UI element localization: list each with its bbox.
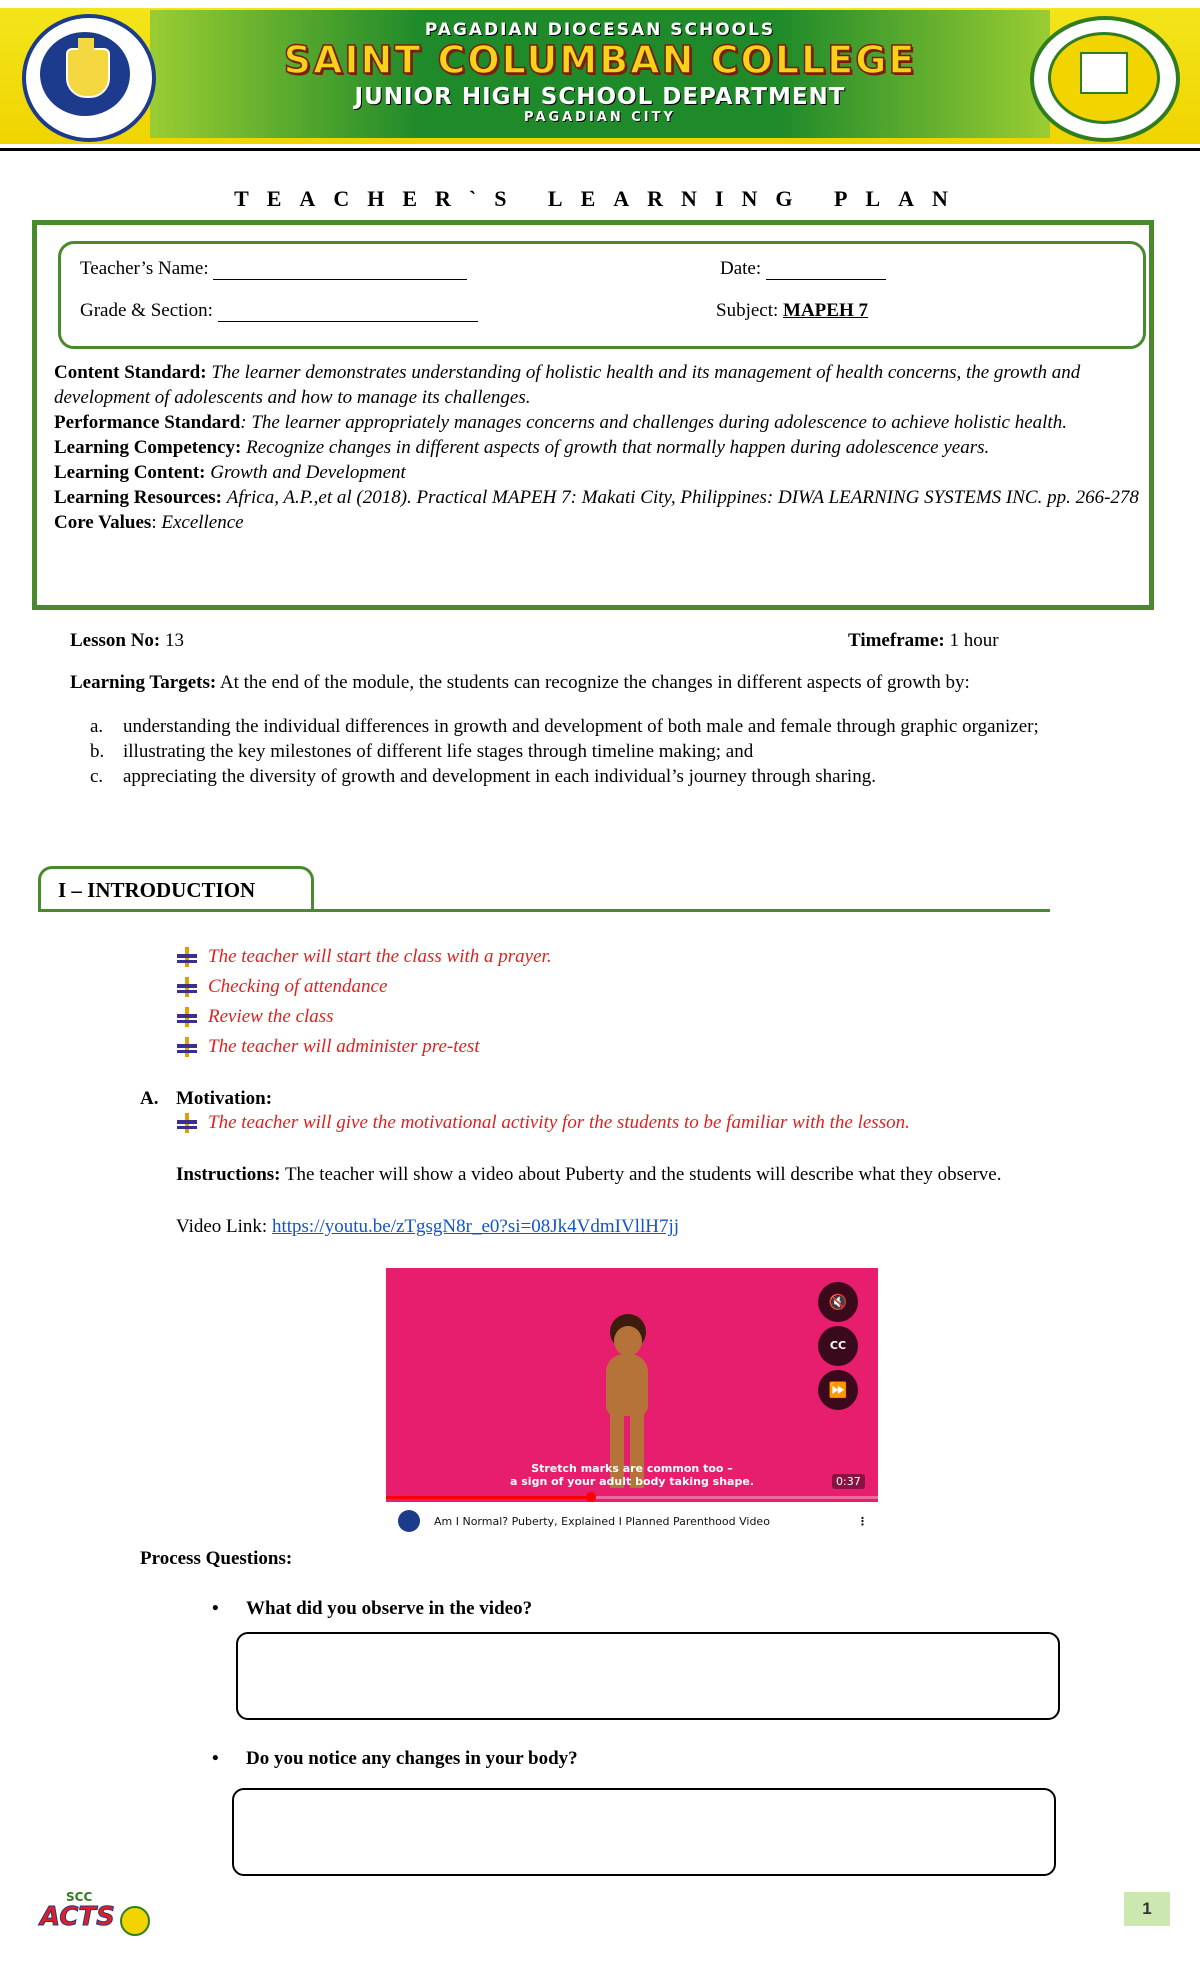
core-values-label: Core Values xyxy=(54,512,152,533)
list-item-text: The teacher will start the class with a prayer. xyxy=(208,946,552,967)
instructions-text: The teacher will show a video about Puberty and the students will describe what they observe. xyxy=(284,1164,1002,1185)
video-caption-line-2: a sign of your adult body taking shape. xyxy=(510,1475,754,1488)
motivation-item-text: The teacher will give the motivational activity for the students to be familiar with the lesson. xyxy=(208,1112,910,1133)
learning-targets-text: At the end of the module, the students can recognize the changes in different aspects of growth by: xyxy=(219,672,970,693)
page-number: 1 xyxy=(1124,1892,1170,1926)
lesson-no-label: Lesson No: xyxy=(70,630,161,651)
video-scrubber[interactable] xyxy=(586,1492,596,1502)
timeframe xyxy=(848,630,999,652)
list-item-text: illustrating the key milestones of different life stages through timeline making; and xyxy=(123,741,754,762)
content-standard-text: The learner demonstrates understanding of holistic health and its management of health concerns, the growth and development of adolescents and how to manage its challenges. xyxy=(54,362,1081,408)
video-link xyxy=(176,1216,679,1238)
video-caption xyxy=(386,1462,878,1488)
date-blank[interactable] xyxy=(766,259,886,280)
answer-box-1[interactable] xyxy=(236,1632,1060,1720)
question-1-text: What did you observe in the video? xyxy=(246,1598,533,1619)
list-item xyxy=(90,764,1100,789)
question-2-text: Do you notice any changes in your body? xyxy=(246,1748,578,1769)
cross-bullet-icon xyxy=(176,1006,198,1028)
logo-text: ACTS xyxy=(40,1902,115,1932)
learning-content xyxy=(54,460,1144,485)
header-line-2: SAINT COLUMBAN COLLEGE xyxy=(283,38,917,82)
performance-standard-text: : The learner appropriately manages concerns and challenges during adolescence to achieve holistic health. xyxy=(240,412,1067,433)
content-standard-label: Content Standard: xyxy=(54,362,207,383)
cross-bullet-icon xyxy=(176,1112,198,1134)
learning-targets-list xyxy=(90,714,1100,789)
list-item xyxy=(176,942,552,972)
logo-seal xyxy=(120,1906,150,1936)
list-item-text: The teacher will administer pre-test xyxy=(208,1036,480,1057)
video-timestamp: 0:37 xyxy=(832,1474,865,1489)
learning-competency xyxy=(54,435,1144,460)
fast-forward-icon[interactable]: ⏩ xyxy=(818,1370,858,1410)
lesson-no xyxy=(70,630,184,652)
list-item xyxy=(90,739,1100,764)
motivation-heading xyxy=(140,1088,272,1110)
subject-value: MAPEH 7 xyxy=(783,300,868,321)
learning-resources-text: Africa, A.P.,et al (2018). Practical MAPEH 7: Makati City, Philippines: DIWA LEARNING SYSTEMS INC. pp. 266-278 xyxy=(226,487,1139,508)
learning-competency-label: Learning Competency: xyxy=(54,437,242,458)
teacher-name-blank[interactable] xyxy=(213,259,467,280)
instructions-label: Instructions: xyxy=(176,1164,281,1185)
content-standard xyxy=(54,360,1144,410)
video-title-bar xyxy=(398,1510,868,1532)
teacher-name-field xyxy=(80,258,467,280)
process-questions-heading: Process Questions: xyxy=(140,1548,293,1569)
core-values: Core Values: Excellence xyxy=(54,512,244,533)
question-2 xyxy=(212,1748,578,1770)
more-options-icon[interactable]: ⋮ xyxy=(857,1514,868,1528)
figure-head xyxy=(614,1326,642,1356)
list-item-text: appreciating the diversity of growth and development in each individual’s journey through sharing. xyxy=(123,766,876,787)
list-item xyxy=(176,1032,552,1062)
page-title: TEACHER`S LEARNING PLAN xyxy=(234,186,966,211)
cross-bullet-icon xyxy=(176,946,198,968)
standards-block xyxy=(54,360,1144,535)
performance-standard-label: Performance Standard xyxy=(54,412,241,433)
learning-content-label: Learning Content: xyxy=(54,462,206,483)
list-item xyxy=(176,1002,552,1032)
learning-targets-label: Learning Targets: xyxy=(70,672,217,693)
video-link-url[interactable]: https://youtu.be/zTgsgN8r_e0?si=08Jk4VdmIVllH7jj xyxy=(271,1216,680,1237)
video-thumbnail[interactable] xyxy=(386,1268,878,1502)
introduction-rule xyxy=(38,909,1050,912)
video-progress-track[interactable] xyxy=(386,1496,878,1499)
captions-icon[interactable]: CC xyxy=(818,1326,858,1366)
grade-section-field xyxy=(80,300,478,322)
header-line-3: JUNIOR HIGH SCHOOL DEPARTMENT xyxy=(354,84,846,110)
motivation-label: Motivation: xyxy=(176,1088,273,1109)
list-item-letter: b. xyxy=(90,741,105,762)
video-link-label: Video Link: xyxy=(176,1216,268,1237)
date-label: Date: xyxy=(720,258,762,279)
timeframe-label: Timeframe: xyxy=(848,630,945,651)
list-item-letter: c. xyxy=(90,766,104,787)
question-1 xyxy=(212,1598,532,1620)
performance-standard xyxy=(54,410,1144,435)
intro-activities-list xyxy=(176,942,552,1062)
video-caption-line-1: Stretch marks are common too – xyxy=(531,1462,733,1475)
grade-section-label: Grade & Section: xyxy=(80,300,213,321)
subject-field xyxy=(716,300,868,322)
logo-text-top: SCC xyxy=(66,1890,93,1904)
list-item xyxy=(176,972,552,1002)
learning-resources xyxy=(54,485,1144,510)
introduction-heading: I – INTRODUCTION xyxy=(58,878,256,902)
cross-bullet-icon xyxy=(176,976,198,998)
subject-label: Subject: xyxy=(716,300,779,321)
list-item-text: understanding the individual differences in growth and development of both male and female through graphic organizer; xyxy=(123,716,1039,737)
motivation-letter: A. xyxy=(140,1088,159,1109)
header-line-4: PAGADIAN CITY xyxy=(524,110,676,125)
learning-content-text: Growth and Development xyxy=(210,462,406,483)
instructions xyxy=(176,1164,1001,1186)
channel-avatar xyxy=(398,1510,420,1532)
timeframe-value: 1 hour xyxy=(949,630,999,651)
list-item-text: Checking of attendance xyxy=(208,976,388,997)
video-title: Am I Normal? Puberty, Explained I Planned Parenthood Video xyxy=(434,1514,770,1528)
teacher-name-label: Teacher’s Name: xyxy=(80,258,209,279)
grade-section-blank[interactable] xyxy=(218,301,478,322)
video-progress-fill xyxy=(386,1496,593,1499)
header-line-1: PAGADIAN DIOCESAN SCHOOLS xyxy=(424,20,776,40)
motivation-item xyxy=(176,1112,910,1134)
learning-targets-intro xyxy=(70,672,970,694)
mute-icon[interactable]: 🔇 xyxy=(818,1282,858,1322)
answer-box-2[interactable] xyxy=(232,1788,1056,1876)
learning-resources-label: Learning Resources: xyxy=(54,487,222,508)
list-item-letter: a. xyxy=(90,716,104,737)
list-item xyxy=(90,714,1100,739)
cross-bullet-icon xyxy=(176,1036,198,1058)
learning-competency-text: Recognize changes in different aspects of growth that normally happen during adolescence years. xyxy=(246,437,990,458)
lesson-no-value: 13 xyxy=(165,630,185,651)
list-item-text: Review the class xyxy=(208,1006,334,1027)
bullet-icon: • xyxy=(212,1598,219,1619)
bullet-icon: • xyxy=(212,1748,219,1769)
core-values-text: Excellence xyxy=(161,512,244,533)
figure-body xyxy=(606,1354,648,1416)
college-seal-logo xyxy=(1030,16,1180,142)
date-field xyxy=(720,258,886,280)
scc-acts-logo xyxy=(40,1890,150,1950)
header-banner xyxy=(0,0,1200,151)
